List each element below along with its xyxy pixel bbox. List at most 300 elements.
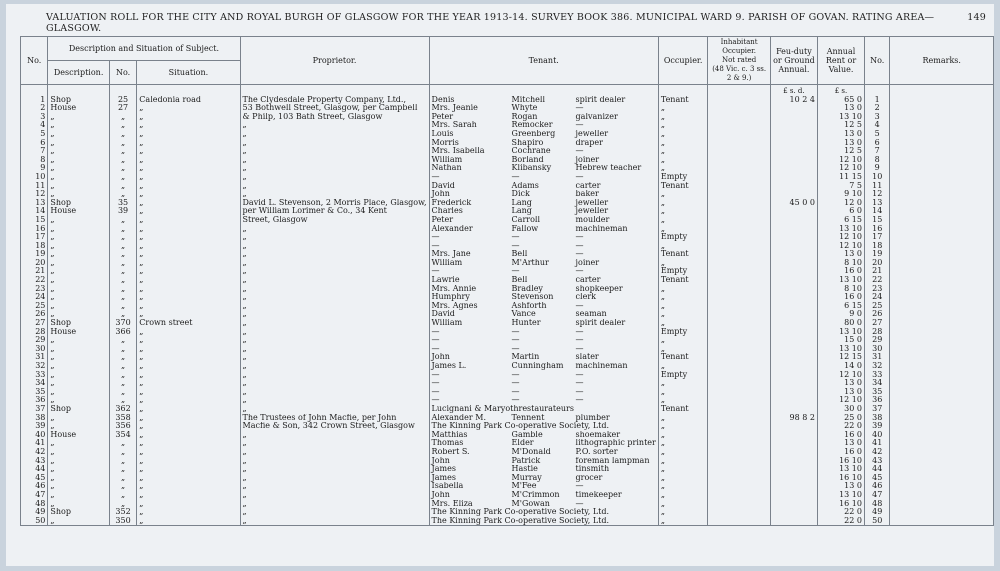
row-remarks [890, 225, 994, 234]
row-annual-rent: 13 0 [818, 104, 865, 113]
row-tenant: The Kinning Park Co-operative Society, Ltd. [429, 508, 658, 517]
document-page [6, 4, 994, 566]
row-feu-duty [770, 422, 817, 431]
row-feu-duty [770, 293, 817, 302]
row-feu-duty [770, 242, 817, 251]
row-remarks [890, 285, 994, 294]
row-occupier: „ [658, 310, 708, 319]
row-description: „ [48, 190, 109, 199]
row-annual-rent: 13 10 [818, 225, 865, 234]
row-occupier: „ [658, 508, 708, 517]
row-remarks [890, 190, 994, 199]
row-number-right: 6 [864, 139, 890, 148]
row-annual-rent: 6 15 [818, 302, 865, 311]
row-annual-rent: 8 10 [818, 259, 865, 268]
row-situation: „ [137, 422, 240, 431]
row-occupier: „ [658, 164, 708, 173]
row-street-number: „ [109, 500, 136, 509]
row-tenant: — — — [429, 267, 658, 276]
row-number: 46 [21, 482, 48, 491]
row-number: 22 [21, 276, 48, 285]
table-row [21, 491, 994, 500]
row-street-number: „ [109, 121, 136, 130]
col-inhabitant: Inhabitant Occupier. Not rated (48 Vic. c. 3 ss. 2 & 9.) [708, 37, 770, 85]
row-street-number: „ [109, 250, 136, 259]
row-proprietor: Street, Glasgow [240, 216, 429, 225]
row-remarks [890, 465, 994, 474]
row-remarks [890, 474, 994, 483]
table-row [21, 233, 994, 242]
row-feu-duty [770, 362, 817, 371]
row-inhabitant [708, 431, 770, 440]
row-situation: „ [137, 225, 240, 234]
row-remarks [890, 147, 994, 156]
row-tenant: The Kinning Park Co-operative Society, Ltd. [429, 422, 658, 431]
row-situation: „ [137, 267, 240, 276]
row-inhabitant [708, 500, 770, 509]
row-occupier: „ [658, 285, 708, 294]
row-number-right: 11 [864, 182, 890, 191]
row-number-right: 47 [864, 491, 890, 500]
row-situation: „ [137, 147, 240, 156]
row-feu-duty [770, 431, 817, 440]
row-tenant: Robert S. M'Donald P.O. sorter [429, 448, 658, 457]
row-remarks [890, 353, 994, 362]
row-situation: „ [137, 285, 240, 294]
row-inhabitant [708, 328, 770, 337]
row-remarks [890, 199, 994, 208]
table-row [21, 225, 994, 234]
row-number-right: 32 [864, 362, 890, 371]
blank-cell [240, 85, 429, 96]
row-occupier: „ [658, 379, 708, 388]
row-inhabitant [708, 250, 770, 259]
row-number: 7 [21, 147, 48, 156]
row-proprietor: „ [240, 345, 429, 354]
row-annual-rent: 16 10 [818, 500, 865, 509]
row-situation: „ [137, 379, 240, 388]
row-description: „ [48, 474, 109, 483]
row-proprietor: 53 Bothwell Street, Glasgow, per Campbell [240, 104, 429, 113]
row-occupier: „ [658, 500, 708, 509]
table-row [21, 173, 994, 182]
row-number: 2 [21, 104, 48, 113]
row-situation: „ [137, 353, 240, 362]
row-feu-duty [770, 285, 817, 294]
row-number-right: 49 [864, 508, 890, 517]
row-description: „ [48, 371, 109, 380]
row-proprietor: „ [240, 362, 429, 371]
row-description: „ [48, 414, 109, 423]
row-number: 42 [21, 448, 48, 457]
row-situation: „ [137, 431, 240, 440]
row-situation: „ [137, 293, 240, 302]
row-proprietor: „ [240, 431, 429, 440]
row-feu-duty [770, 156, 817, 165]
row-proprietor: „ [240, 482, 429, 491]
row-proprietor: „ [240, 371, 429, 380]
col-feu-duty: Feu-duty or Ground Annual. [770, 37, 817, 85]
page-title: VALUATION ROLL FOR THE CITY AND ROYAL BURGH OF GLASGOW FOR THE YEAR 1913-14. SURVEY BOOK 386. MUNICIPAL WARD 9. PARISH OF GOVAN. RATING AREA—GLASGOW. [46, 12, 935, 34]
row-remarks [890, 242, 994, 251]
row-remarks [890, 336, 994, 345]
row-street-number: „ [109, 285, 136, 294]
row-number: 3 [21, 113, 48, 122]
row-situation: „ [137, 414, 240, 423]
row-feu-duty [770, 104, 817, 113]
row-inhabitant [708, 207, 770, 216]
row-number-right: 20 [864, 259, 890, 268]
row-tenant: Mrs. Jane Bell — [429, 250, 658, 259]
row-number: 21 [21, 267, 48, 276]
row-inhabitant [708, 267, 770, 276]
row-situation: „ [137, 517, 240, 526]
row-feu-duty [770, 457, 817, 466]
row-occupier: „ [658, 225, 708, 234]
row-description: „ [48, 302, 109, 311]
table-row [21, 199, 994, 208]
row-annual-rent: 12 10 [818, 371, 865, 380]
table-row [21, 414, 994, 423]
row-occupier: „ [658, 439, 708, 448]
col-situation: Situation. [137, 61, 240, 85]
row-street-number: „ [109, 457, 136, 466]
row-remarks [890, 491, 994, 500]
row-situation: „ [137, 259, 240, 268]
row-tenant: Alexander Fallow machineman [429, 225, 658, 234]
row-street-number: „ [109, 130, 136, 139]
row-occupier: Empty [658, 371, 708, 380]
row-situation: Crown street [137, 319, 240, 328]
row-remarks [890, 508, 994, 517]
row-annual-rent: 7 5 [818, 182, 865, 191]
row-number: 50 [21, 517, 48, 526]
row-inhabitant [708, 482, 770, 491]
row-tenant: — — — [429, 371, 658, 380]
row-number: 35 [21, 388, 48, 397]
row-situation: „ [137, 276, 240, 285]
row-tenant: — — — [429, 328, 658, 337]
row-annual-rent: 12 5 [818, 147, 865, 156]
row-proprietor: „ [240, 139, 429, 148]
table-row [21, 396, 994, 405]
row-tenant: — — — [429, 336, 658, 345]
row-number-right: 30 [864, 345, 890, 354]
row-proprietor: „ [240, 405, 429, 414]
row-occupier: Empty [658, 328, 708, 337]
row-occupier: „ [658, 388, 708, 397]
row-street-number: „ [109, 293, 136, 302]
row-feu-duty [770, 207, 817, 216]
row-description: „ [48, 250, 109, 259]
row-number: 48 [21, 500, 48, 509]
row-occupier: „ [658, 482, 708, 491]
row-number-right: 29 [864, 336, 890, 345]
row-number-right: 23 [864, 285, 890, 294]
row-annual-rent: 13 0 [818, 250, 865, 259]
row-tenant: — — — [429, 345, 658, 354]
row-remarks [890, 482, 994, 491]
table-row [21, 336, 994, 345]
table-row [21, 457, 994, 466]
row-feu-duty [770, 182, 817, 191]
row-occupier: „ [658, 319, 708, 328]
row-description: „ [48, 130, 109, 139]
row-occupier: „ [658, 147, 708, 156]
row-feu-duty [770, 500, 817, 509]
row-tenant: — — — [429, 379, 658, 388]
row-proprietor: „ [240, 225, 429, 234]
row-number-right: 43 [864, 457, 890, 466]
row-annual-rent: 13 0 [818, 439, 865, 448]
row-occupier: Tenant [658, 353, 708, 362]
table-row [21, 207, 994, 216]
row-annual-rent: 13 0 [818, 482, 865, 491]
row-description: „ [48, 448, 109, 457]
row-occupier: „ [658, 199, 708, 208]
row-number: 41 [21, 439, 48, 448]
row-occupier: Tenant [658, 276, 708, 285]
row-proprietor: „ [240, 439, 429, 448]
table-row [21, 164, 994, 173]
row-remarks [890, 362, 994, 371]
row-description: „ [48, 293, 109, 302]
row-description: „ [48, 388, 109, 397]
row-description: „ [48, 182, 109, 191]
row-number-right: 35 [864, 388, 890, 397]
row-description: „ [48, 113, 109, 122]
row-situation: „ [137, 336, 240, 345]
row-remarks [890, 319, 994, 328]
row-remarks [890, 293, 994, 302]
row-remarks [890, 439, 994, 448]
row-inhabitant [708, 508, 770, 517]
row-remarks [890, 276, 994, 285]
row-annual-rent: 22 0 [818, 508, 865, 517]
row-street-number: „ [109, 491, 136, 500]
row-number-right: 40 [864, 431, 890, 440]
row-feu-duty [770, 328, 817, 337]
row-occupier: „ [658, 396, 708, 405]
row-feu-duty [770, 147, 817, 156]
row-number-right: 38 [864, 414, 890, 423]
row-street-number: „ [109, 156, 136, 165]
row-inhabitant [708, 310, 770, 319]
col-remarks: Remarks. [890, 37, 994, 85]
row-description: „ [48, 121, 109, 130]
row-remarks [890, 302, 994, 311]
row-remarks [890, 182, 994, 191]
row-inhabitant [708, 121, 770, 130]
row-feu-duty [770, 250, 817, 259]
row-feu-duty [770, 371, 817, 380]
row-proprietor: „ [240, 267, 429, 276]
row-street-number: „ [109, 310, 136, 319]
row-number-right: 28 [864, 328, 890, 337]
row-tenant: The Kinning Park Co-operative Society, Ltd. [429, 517, 658, 526]
row-street-number: 370 [109, 319, 136, 328]
row-situation: „ [137, 310, 240, 319]
row-annual-rent: 12 15 [818, 353, 865, 362]
row-situation: „ [137, 328, 240, 337]
row-inhabitant [708, 362, 770, 371]
row-feu-duty [770, 113, 817, 122]
row-description: „ [48, 439, 109, 448]
row-feu-duty [770, 491, 817, 500]
row-tenant: John Martin slater [429, 353, 658, 362]
row-occupier: „ [658, 362, 708, 371]
row-occupier: „ [658, 491, 708, 500]
row-description: „ [48, 491, 109, 500]
row-annual-rent: 16 10 [818, 457, 865, 466]
row-inhabitant [708, 182, 770, 191]
row-occupier: Empty [658, 267, 708, 276]
row-proprietor: „ [240, 508, 429, 517]
table-row [21, 216, 994, 225]
row-number-right: 24 [864, 293, 890, 302]
row-description: „ [48, 259, 109, 268]
row-description: „ [48, 310, 109, 319]
table-row [21, 431, 994, 440]
row-number: 32 [21, 362, 48, 371]
col-number: No. [109, 61, 136, 85]
row-situation: „ [137, 371, 240, 380]
row-proprietor: „ [240, 491, 429, 500]
row-situation: „ [137, 465, 240, 474]
row-proprietor: David L. Stevenson, 2 Morris Place, Glasgow, [240, 199, 429, 208]
row-proprietor: „ [240, 242, 429, 251]
row-situation: „ [137, 396, 240, 405]
row-annual-rent: 8 10 [818, 285, 865, 294]
row-feu-duty [770, 379, 817, 388]
row-inhabitant [708, 396, 770, 405]
table-row [21, 182, 994, 191]
row-feu-duty [770, 164, 817, 173]
row-number: 47 [21, 491, 48, 500]
row-proprietor: „ [240, 250, 429, 259]
row-number: 18 [21, 242, 48, 251]
row-number: 11 [21, 182, 48, 191]
row-description: „ [48, 500, 109, 509]
row-tenant: David Vance seaman [429, 310, 658, 319]
row-number-right: 27 [864, 319, 890, 328]
valuation-table [20, 36, 994, 526]
row-feu-duty: 98 8 2 [770, 414, 817, 423]
row-proprietor: „ [240, 121, 429, 130]
row-situation: „ [137, 182, 240, 191]
row-number-right: 37 [864, 405, 890, 414]
row-remarks [890, 156, 994, 165]
row-occupier: „ [658, 457, 708, 466]
row-remarks [890, 448, 994, 457]
row-street-number: „ [109, 353, 136, 362]
row-proprietor: „ [240, 517, 429, 526]
row-annual-rent: 12 10 [818, 233, 865, 242]
row-street-number: „ [109, 439, 136, 448]
row-tenant: — — — [429, 233, 658, 242]
row-number: 40 [21, 431, 48, 440]
table-row [21, 500, 994, 509]
row-remarks [890, 310, 994, 319]
row-annual-rent: 16 0 [818, 431, 865, 440]
row-annual-rent: 13 0 [818, 379, 865, 388]
row-inhabitant [708, 293, 770, 302]
row-tenant: James Murray grocer [429, 474, 658, 483]
row-proprietor: „ [240, 388, 429, 397]
table-row [21, 379, 994, 388]
row-occupier: „ [658, 517, 708, 526]
table-row [21, 439, 994, 448]
row-tenant: Frederick Lang jeweller [429, 199, 658, 208]
row-street-number: „ [109, 233, 136, 242]
row-feu-duty [770, 130, 817, 139]
row-feu-duty [770, 190, 817, 199]
table-row [21, 465, 994, 474]
row-street-number: „ [109, 276, 136, 285]
row-description: „ [48, 457, 109, 466]
row-description: „ [48, 216, 109, 225]
row-occupier: „ [658, 448, 708, 457]
row-proprietor: „ [240, 310, 429, 319]
row-number: 9 [21, 164, 48, 173]
table-row [21, 147, 994, 156]
row-tenant: William Borland joiner [429, 156, 658, 165]
row-number-right: 31 [864, 353, 890, 362]
row-number: 49 [21, 508, 48, 517]
row-situation: „ [137, 173, 240, 182]
table-row [21, 328, 994, 337]
row-occupier: „ [658, 216, 708, 225]
row-tenant: Mrs. Isabella Cochrane — [429, 147, 658, 156]
row-situation: „ [137, 500, 240, 509]
row-number: 33 [21, 371, 48, 380]
row-inhabitant [708, 465, 770, 474]
row-description: „ [48, 233, 109, 242]
row-description: „ [48, 353, 109, 362]
row-remarks [890, 328, 994, 337]
row-feu-duty: 10 2 4 [770, 96, 817, 105]
row-inhabitant [708, 164, 770, 173]
row-annual-rent: 22 0 [818, 422, 865, 431]
row-proprietor: „ [240, 396, 429, 405]
table-row [21, 345, 994, 354]
row-number-right: 12 [864, 190, 890, 199]
table-row [21, 242, 994, 251]
row-situation: „ [137, 491, 240, 500]
blank-cell [708, 85, 770, 96]
row-occupier: Empty [658, 233, 708, 242]
row-number-right: 41 [864, 439, 890, 448]
row-annual-rent: 9 0 [818, 310, 865, 319]
table-row [21, 130, 994, 139]
row-proprietor: „ [240, 302, 429, 311]
row-proprietor: „ [240, 285, 429, 294]
row-proprietor: „ [240, 474, 429, 483]
row-annual-rent: 13 0 [818, 388, 865, 397]
row-situation: „ [137, 482, 240, 491]
row-number: 44 [21, 465, 48, 474]
blank-cell [890, 85, 994, 96]
row-annual-rent: 12 5 [818, 121, 865, 130]
row-number-right: 4 [864, 121, 890, 130]
row-inhabitant [708, 388, 770, 397]
currency-row [21, 85, 994, 96]
row-inhabitant [708, 233, 770, 242]
row-number: 27 [21, 319, 48, 328]
row-remarks [890, 207, 994, 216]
row-number: 6 [21, 139, 48, 148]
row-situation: „ [137, 130, 240, 139]
